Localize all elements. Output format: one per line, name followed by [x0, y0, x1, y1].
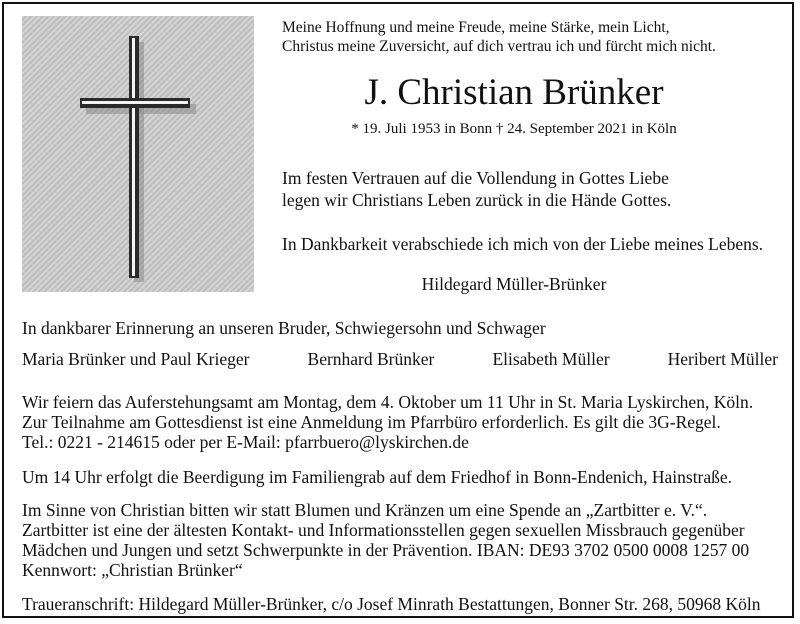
remembrance-line: In dankbarer Erinnerung an unseren Bruder, Schwiegersohn und Schwager: [22, 318, 546, 338]
donation-line: Im Sinne von Christian bitten wir statt Blumen und Kränzen um eine Spende an „Zartbitter e. V.“.: [22, 500, 708, 520]
motto-line: Christus meine Zuversicht, auf dich vertrau ich und fürcht mich nicht.: [282, 38, 716, 55]
family-member: Bernhard Brünker: [307, 349, 435, 369]
service-line: Zur Teilnahme am Gottesdienst ist eine Anmeldung im Pfarrbüro erforderlich. Es gilt die 3G-Regel.: [22, 412, 721, 432]
cross-image: [22, 16, 254, 292]
life-dates: * 19. Juli 1953 in Bonn † 24. September 2021 in Köln: [351, 121, 677, 137]
bible-motto: [282, 18, 716, 56]
service-info: [22, 392, 753, 452]
mourning-address: Traueranschrift: Hildegard Müller-Brünker, c/o Josef Minrath Bestattungen, Bonner Str. 268, 50968 Köln: [22, 594, 761, 614]
burial-info: Um 14 Uhr erfolgt die Beerdigung im Familiengrab auf dem Friedhof in Bonn-Endenich, Hainstraße.: [22, 467, 733, 487]
paragraph-line: Im festen Vertrauen auf die Vollendung in Gottes Liebe: [282, 168, 669, 188]
donation-line: Zartbitter ist eine der ältesten Kontakt- und Informationsstellen gegen sexuellen Missbrauch gegenüber: [22, 520, 745, 540]
service-line: Wir feiern das Auferstehungsamt am Montag, dem 4. Oktober um 11 Uhr in St. Maria Lyskirchen, Köln.: [22, 392, 754, 412]
family-member: Elisabeth Müller: [492, 349, 610, 369]
family-member: Maria Brünker und Paul Krieger: [22, 349, 250, 369]
family-names: [22, 349, 778, 370]
donation-info: [22, 500, 749, 580]
signature: Hildegard Müller-Brünker: [421, 274, 607, 294]
paragraph-line: legen wir Christians Leben zurück in die Hände Gottes.: [282, 190, 672, 210]
deceased-name: J. Christian Brünker: [364, 72, 664, 113]
gratitude-paragraph: In Dankbarkeit verabschiede ich mich von der Liebe meines Lebens.: [282, 234, 764, 254]
cross-icon: [22, 16, 254, 292]
obituary-frame: [2, 2, 794, 618]
family-member: Heribert Müller: [667, 349, 778, 369]
motto-line: Meine Hoffnung und meine Freude, meine Stärke, mein Licht,: [282, 19, 670, 36]
faith-paragraph: [282, 167, 671, 211]
donation-line: Mädchen und Jungen und setzt Schwerpunkte in der Prävention. IBAN: DE93 3702 0500 0008 1257 00: [22, 540, 750, 560]
service-line: Tel.: 0221 - 214615 oder per E-Mail: pfarrbuero@lyskirchen.de: [22, 432, 469, 452]
donation-line: Kennwort: „Christian Brünker“: [22, 560, 243, 580]
